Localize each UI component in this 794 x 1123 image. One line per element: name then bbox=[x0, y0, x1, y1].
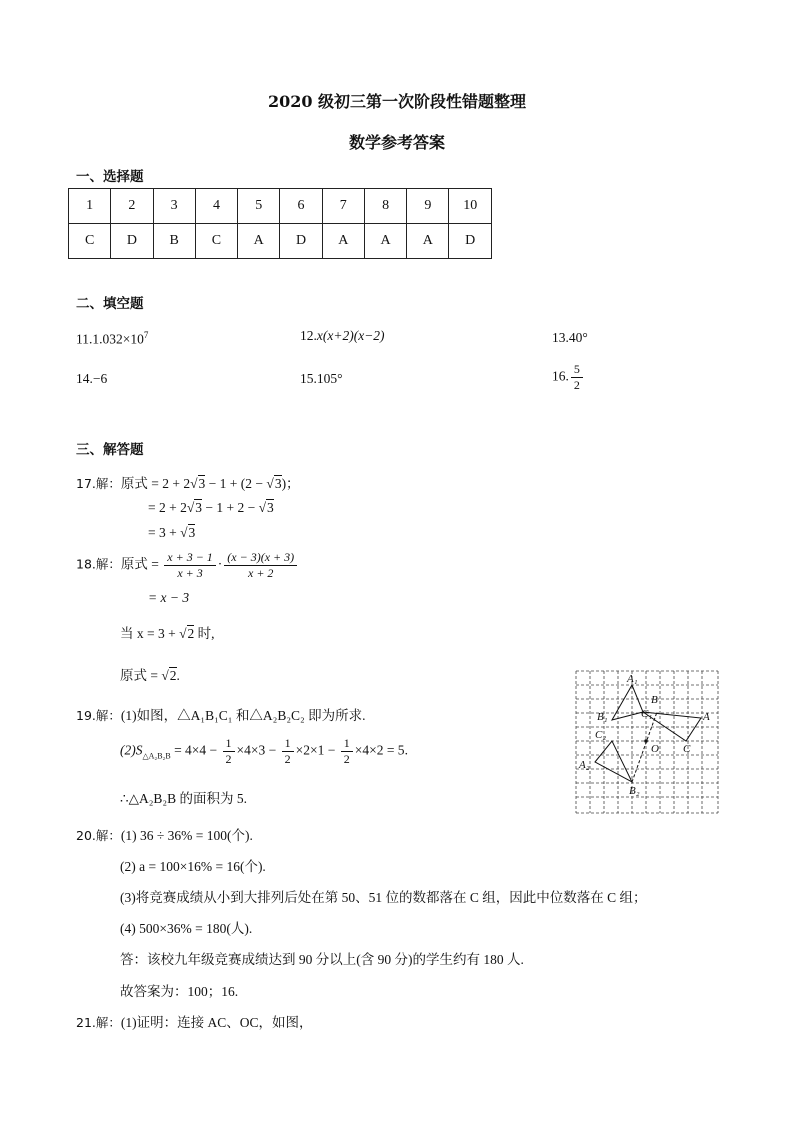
q20-line-1 bbox=[76, 824, 253, 844]
answer-cell: A bbox=[322, 224, 364, 259]
q19-area-symbol: (2)S bbox=[120, 742, 143, 758]
question-number: 2 bbox=[111, 189, 153, 224]
q21-line-1 bbox=[76, 1011, 313, 1031]
q19-line-2 bbox=[120, 736, 408, 767]
label-a: A bbox=[703, 711, 710, 723]
question-number: 4 bbox=[195, 189, 237, 224]
q18-fraction-2 bbox=[224, 550, 297, 581]
answer-q13: 13.40° bbox=[552, 330, 588, 345]
q19-l2-b: ×4×3 − bbox=[236, 742, 280, 758]
q19-l2-end: . bbox=[404, 742, 408, 758]
q18-l4-b: . bbox=[176, 668, 180, 683]
q18-f1-denominator: x + 3 bbox=[177, 566, 203, 580]
q17-l2-a: = 2 + 2 bbox=[148, 500, 187, 515]
q17-l1-a: 原式 = 2 + 2 bbox=[120, 476, 191, 491]
q20-line-2: (2) a = 100×16% = 16(个). bbox=[120, 859, 266, 874]
section-heading-choice: 一、选择题 bbox=[76, 169, 144, 185]
q19-l1-text: (1)如图，△A₁B₁C₁ 和△A₂B₂C₂ 即为所求. bbox=[120, 708, 366, 723]
label-b: B bbox=[651, 694, 658, 706]
q19-half-3 bbox=[341, 736, 353, 767]
question-number: 7 bbox=[322, 189, 364, 224]
question-number: 8 bbox=[364, 189, 406, 224]
q20-label: 20.解： bbox=[76, 828, 121, 843]
q17-line-2: = 2 + 2√3 − 1 + 2 − √3 bbox=[148, 500, 274, 515]
label-a2: A₂ bbox=[579, 759, 590, 771]
q19-l2-a: = 4×4 − bbox=[170, 742, 221, 758]
q18-label: 18.解： bbox=[76, 556, 121, 572]
answer-q14: 14.−6 bbox=[76, 371, 108, 386]
triangle-a2b2c2 bbox=[595, 741, 632, 782]
q18-f1-numerator: x + 3 − 1 bbox=[164, 550, 216, 566]
q12-expression: x(x+2)(x−2) bbox=[316, 328, 385, 343]
answer-table bbox=[68, 188, 492, 259]
q16-number: 16. bbox=[552, 368, 569, 384]
q19-l2-d: ×4×2 = 5 bbox=[354, 742, 405, 758]
q18-f2-numerator: (x − 3)(x + 3) bbox=[224, 550, 297, 566]
q17-l1-sqrt2: 3 bbox=[274, 476, 282, 491]
half-numerator: 1 bbox=[223, 736, 235, 752]
label-o: O bbox=[651, 743, 659, 755]
half-numerator: 1 bbox=[282, 736, 294, 752]
q21-l1-text: (1)证明：连接 AC、OC，如图， bbox=[120, 1015, 313, 1030]
answer-q11 bbox=[76, 330, 148, 348]
q18-l4-a: 原式 = bbox=[120, 668, 162, 683]
q20-line-6: 故答案为：100；16. bbox=[120, 984, 239, 999]
q17-l2-b: − 1 + 2 − bbox=[202, 500, 259, 515]
answer-cell: A bbox=[364, 224, 406, 259]
page-subtitle: 数学参考答案 bbox=[348, 133, 445, 152]
answer-q12 bbox=[300, 328, 385, 344]
q18-line-2: = x − 3 bbox=[148, 590, 190, 605]
q18-f2-denominator: x + 2 bbox=[248, 566, 274, 580]
q18-l3-a: 当 x = 3 + bbox=[120, 626, 180, 641]
half-denominator: 2 bbox=[225, 752, 232, 766]
q18-line-4: 原式 = √2. bbox=[120, 668, 180, 683]
answer-cell: B bbox=[153, 224, 195, 259]
answer-cell: A bbox=[238, 224, 280, 259]
answer-q15: 15.105° bbox=[300, 371, 343, 386]
q18-l4-sqrt: 2 bbox=[169, 668, 177, 683]
point-o bbox=[644, 739, 648, 743]
q18-l3-b: 时, bbox=[194, 626, 215, 641]
q21-label: 21.解： bbox=[76, 1015, 121, 1030]
q19-l2-c: ×2×1 − bbox=[295, 742, 339, 758]
q17-line-1: 17.解：原式 = 2 + 2√3 − 1 + (2 − √3)； bbox=[76, 476, 300, 491]
q19-label: 19.解： bbox=[76, 708, 121, 723]
q18-l1-a: 原式 = bbox=[120, 556, 163, 572]
q18-l3-sqrt: 2 bbox=[187, 626, 195, 641]
q16-numerator: 5 bbox=[571, 362, 583, 378]
half-denominator: 2 bbox=[284, 752, 291, 766]
half-numerator: 1 bbox=[341, 736, 353, 752]
answer-cell: C bbox=[195, 224, 237, 259]
label-c1: C₁ bbox=[641, 708, 653, 720]
q12-number: 12. bbox=[300, 328, 317, 343]
q17-l2-sqrt2: 3 bbox=[267, 500, 274, 515]
question-number: 10 bbox=[449, 189, 492, 224]
q19-area-subscript: △A₂B₂B bbox=[142, 751, 171, 761]
q17-label: 17.解： bbox=[76, 476, 121, 491]
q19-line-3: ∴△A₂B₂B 的面积为 5. bbox=[120, 791, 248, 806]
q11-exponent: 7 bbox=[143, 330, 149, 340]
answer-q16 bbox=[552, 362, 585, 393]
q19-line-1 bbox=[76, 704, 366, 724]
q20-line-3: (3)将竞赛成绩从小到大排列后处在第 50、51 位的数都落在 C 组，因此中位数落在 C 组； bbox=[120, 890, 647, 905]
answer-cell: D bbox=[111, 224, 153, 259]
q18-line-3: 当 x = 3 + √2 时, bbox=[120, 626, 215, 641]
q17-l1-sqrt1: 3 bbox=[198, 476, 206, 491]
question-number: 3 bbox=[153, 189, 195, 224]
q19-half-1 bbox=[223, 736, 235, 767]
label-c: C bbox=[683, 743, 691, 755]
q18-line-1 bbox=[76, 550, 299, 581]
page-title: 2020 级初三第一次阶段性错题整理 bbox=[267, 92, 527, 111]
q17-l3-a: = 3 + bbox=[148, 525, 181, 540]
q11-text: 11.1.032×10 bbox=[76, 331, 144, 347]
answer-cell: C bbox=[69, 224, 111, 259]
q20-line-4: (4) 500×36% = 180(人). bbox=[120, 921, 253, 936]
question-number: 6 bbox=[280, 189, 322, 224]
q16-fraction bbox=[571, 362, 583, 393]
question-number: 5 bbox=[238, 189, 280, 224]
question-number: 9 bbox=[407, 189, 449, 224]
answer-table-header-row bbox=[69, 189, 492, 224]
label-c2: C₂ bbox=[595, 729, 607, 741]
q17-l1-c: )； bbox=[281, 476, 300, 491]
q20-line-5: 答：该校九年级竞赛成绩达到 90 分以上(含 90 分)的学生约有 180 人. bbox=[120, 952, 524, 967]
half-denominator: 2 bbox=[343, 752, 350, 766]
question-number: 1 bbox=[69, 189, 111, 224]
answer-cell: D bbox=[449, 224, 492, 259]
label-b2: B₂ bbox=[629, 785, 640, 797]
label-a1: A₁ bbox=[627, 673, 638, 685]
geometry-grid-figure bbox=[575, 670, 721, 815]
answer-table-answer-row bbox=[69, 224, 492, 259]
q17-l3-sqrt1: 3 bbox=[188, 525, 196, 540]
q19-half-2 bbox=[282, 736, 294, 767]
answer-cell: D bbox=[280, 224, 322, 259]
label-b1: B₁ bbox=[597, 711, 608, 723]
q17-line-3: = 3 + √3 bbox=[148, 525, 196, 540]
q17-l1-b: − 1 + (2 − bbox=[205, 476, 267, 491]
q20-l1-text: (1) 36 ÷ 36% = 100(个). bbox=[120, 828, 253, 843]
q18-dot: · bbox=[217, 556, 223, 572]
triangle-a1b1c1 bbox=[612, 685, 643, 720]
q17-l2-sqrt1: 3 bbox=[195, 500, 203, 515]
section-heading-fill: 二、填空题 bbox=[76, 296, 144, 312]
section-heading-solution: 三、解答题 bbox=[76, 442, 144, 458]
answer-cell: A bbox=[407, 224, 449, 259]
q18-fraction-1 bbox=[164, 550, 216, 581]
q16-denominator: 2 bbox=[573, 378, 580, 392]
